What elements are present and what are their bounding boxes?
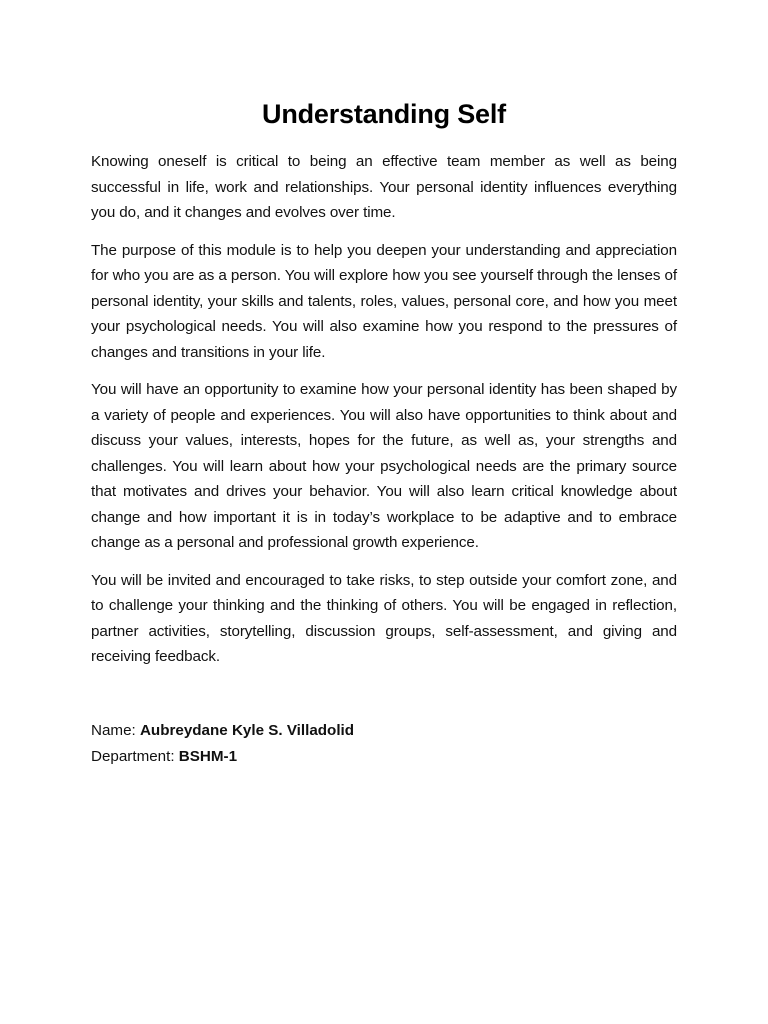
department-label: Department: xyxy=(91,747,179,765)
document-page xyxy=(91,96,677,770)
paragraph-purpose: The purpose of this module is to help you deepen your understanding and appreciation for who you are as a person. You will explore how you see yourself through the lenses of personal identity, your skills and talents, roles, values, personal core, and how you meet your psychological needs. You will also examine how you respond to the pressures of changes and transitions in your life. xyxy=(91,241,677,361)
paragraph-intro: Knowing oneself is critical to being an effective team member as well as being successful in life, work and relationships. Your personal identity influences everything you do, and it changes and evolves over time. xyxy=(91,153,677,221)
name-label: Name: xyxy=(91,721,140,739)
paragraph-invitation: You will be invited and encouraged to take risks, to step outside your comfort zone, and to challenge your thinking and the thinking of others. You will be engaged in reflection, partner activities, storytelling, discussion groups, self-assessment, and giving and receiving feedback. xyxy=(91,571,677,665)
department-line xyxy=(91,744,677,770)
document-title: Understanding Self xyxy=(262,99,506,129)
paragraph-opportunity: You will have an opportunity to examine how your personal identity has been shaped by a variety of people and experiences. You will also have opportunities to think about and discuss your values, interests, hopes for the future, as well as, your strengths and challenges. You will learn about how your psychological needs are the primary source that motivates and drives your behavior. You will also learn critical knowledge about change and how important it is in today’s workplace to be adaptive and to embrace change as a personal and professional growth experience. xyxy=(91,381,677,551)
name-value: Aubreydane Kyle S. Villadolid xyxy=(139,721,355,739)
name-line xyxy=(91,718,677,744)
department-value: BSHM-1 xyxy=(178,747,238,765)
student-info xyxy=(91,718,677,770)
